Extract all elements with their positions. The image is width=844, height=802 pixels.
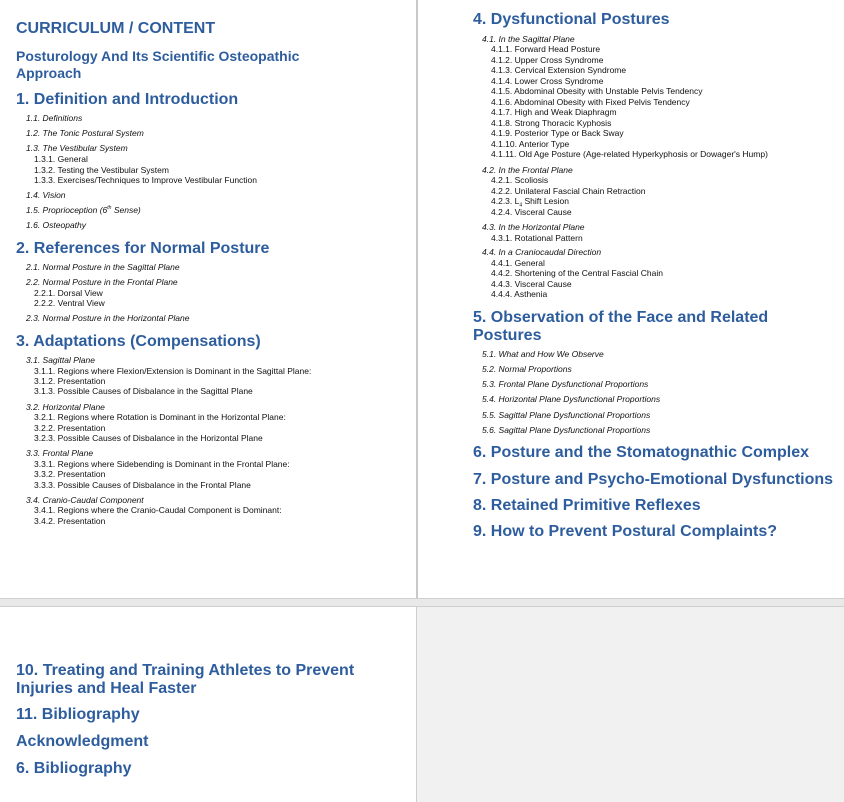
toc-entry-4-1-11[interactable]: 4.1.11. Old Age Posture (Age-related Hyperkyphosis or Dowager's Hump) (491, 149, 768, 159)
toc-entry-3-3-1[interactable]: 3.3.1. Regions where Sidebending is Dominant in the Frontal Plane: (34, 459, 290, 469)
toc-entry-4-2-3-subscript: 4 (519, 202, 523, 209)
toc-entry-4-4-1[interactable]: 4.4.1. General (491, 258, 545, 268)
toc-entry-1-3[interactable]: 1.3. The Vestibular System (26, 143, 128, 153)
toc-entry-3-4-1[interactable]: 3.4.1. Regions where the Cranio-Caudal Component is Dominant: (34, 505, 282, 515)
toc-entry-4-2[interactable]: 4.2. In the Frontal Plane (482, 165, 573, 175)
toc-entry-4-1-8[interactable]: 4.1.8. Strong Thoracic Kyphosis (491, 118, 612, 128)
toc-entry-1-5[interactable] (26, 205, 141, 215)
toc-section-2[interactable]: 2. References for Normal Posture (16, 240, 270, 257)
toc-section-6[interactable]: 6. Posture and the Stomatognathic Complex (473, 444, 810, 461)
toc-entry-3-3-2[interactable]: 3.3.2. Presentation (34, 469, 106, 479)
toc-entry-4-2-3-text: 4.2.3. L (491, 196, 520, 206)
toc-entry-4-1-6[interactable]: 4.1.6. Abdominal Obesity with Fixed Pelvis Tendency (491, 97, 690, 107)
toc-entry-2-2-2[interactable]: 2.2.2. Ventral View (34, 298, 105, 308)
curriculum-title: CURRICULUM / CONTENT (16, 20, 216, 37)
toc-entry-1-5-suffix: Sense) (111, 205, 141, 215)
toc-entry-4-3[interactable]: 4.3. In the Horizontal Plane (482, 222, 585, 232)
toc-entry-4-2-1[interactable]: 4.2.1. Scoliosis (491, 175, 549, 185)
toc-section-8[interactable]: 8. Retained Primitive Reflexes (473, 497, 701, 514)
toc-entry-1-3-2[interactable]: 1.3.2. Testing the Vestibular System (34, 165, 169, 175)
toc-entry-3-4-2[interactable]: 3.4.2. Presentation (34, 516, 106, 526)
toc-entry-4-4[interactable]: 4.4. In a Craniocaudal Direction (482, 247, 602, 257)
toc-entry-1-1[interactable]: 1.1. Definitions (26, 113, 83, 123)
toc-entry-3-1-2[interactable]: 3.1.2. Presentation (34, 376, 106, 386)
toc-entry-5-1[interactable]: 5.1. What and How We Observe (482, 349, 604, 359)
toc-entry-3-3-3[interactable]: 3.3.3. Possible Causes of Disbalance in the Frontal Plane (34, 480, 251, 490)
toc-section-10-line-1[interactable]: 10. Treating and Training Athletes to Prevent (16, 662, 355, 679)
toc-section-9[interactable]: 9. How to Prevent Postural Complaints? (473, 523, 778, 540)
toc-section-11[interactable]: 11. Bibliography (16, 706, 140, 723)
book-title-line-2: Approach (16, 65, 82, 81)
toc-bibliography[interactable]: 6. Bibliography (16, 760, 132, 777)
toc-entry-1-5-superscript: th (107, 205, 112, 212)
toc-entry-4-1[interactable]: 4.1. In the Sagittal Plane (482, 34, 575, 44)
toc-entry-5-3[interactable]: 5.3. Frontal Plane Dysfunctional Proportions (482, 379, 649, 389)
toc-entry-3-3[interactable]: 3.3. Frontal Plane (26, 448, 94, 458)
toc-entry-3-2-3[interactable]: 3.2.3. Possible Causes of Disbalance in the Horizontal Plane (34, 433, 263, 443)
toc-entry-3-1-3[interactable]: 3.1.3. Possible Causes of Disbalance in the Sagittal Plane (34, 386, 253, 396)
toc-entry-1-6[interactable]: 1.6. Osteopathy (26, 220, 87, 230)
toc-section-5-line-2[interactable]: Postures (473, 327, 542, 344)
toc-entry-4-2-2[interactable]: 4.2.2. Unilateral Fascial Chain Retraction (491, 186, 646, 196)
toc-entry-2-3[interactable]: 2.3. Normal Posture in the Horizontal Plane (26, 313, 190, 323)
toc-section-1[interactable]: 1. Definition and Introduction (16, 91, 239, 108)
toc-entry-4-2-4[interactable]: 4.2.4. Visceral Cause (491, 207, 572, 217)
toc-section-10-line-2[interactable]: Injuries and Heal Faster (16, 680, 197, 697)
toc-entry-1-4[interactable]: 1.4. Vision (26, 190, 66, 200)
toc-entry-4-1-7[interactable]: 4.1.7. High and Weak Diaphragm (491, 107, 617, 117)
toc-entry-4-1-5[interactable]: 4.1.5. Abdominal Obesity with Unstable Pelvis Tendency (491, 86, 703, 96)
toc-entry-4-4-3[interactable]: 4.4.3. Visceral Cause (491, 279, 572, 289)
toc-entry-3-2-2[interactable]: 3.2.2. Presentation (34, 423, 106, 433)
toc-entry-3-2-1[interactable]: 3.2.1. Regions where Rotation is Dominant in the Horizontal Plane: (34, 412, 286, 422)
toc-entry-4-1-3[interactable]: 4.1.3. Cervical Extension Syndrome (491, 65, 627, 75)
toc-entry-1-2[interactable]: 1.2. The Tonic Postural System (26, 128, 144, 138)
toc-section-7[interactable]: 7. Posture and Psycho-Emotional Dysfunctions (473, 471, 834, 488)
toc-entry-4-1-4[interactable]: 4.1.4. Lower Cross Syndrome (491, 76, 604, 86)
toc-entry-5-6[interactable]: 5.6. Sagittal Plane Dysfunctional Proportions (482, 425, 651, 435)
toc-entry-4-1-9[interactable]: 4.1.9. Posterior Type or Back Sway (491, 128, 624, 138)
toc-acknowledgment[interactable]: Acknowledgment (16, 733, 149, 750)
toc-entry-2-2-1[interactable]: 2.2.1. Dorsal View (34, 288, 103, 298)
page-divider-horizontal (0, 598, 844, 607)
toc-entry-5-2[interactable]: 5.2. Normal Proportions (482, 364, 572, 374)
toc-entry-4-4-2[interactable]: 4.4.2. Shortening of the Central Fascial Chain (491, 268, 663, 278)
toc-entry-3-1[interactable]: 3.1. Sagittal Plane (26, 355, 95, 365)
toc-section-3[interactable]: 3. Adaptations (Compensations) (16, 333, 261, 350)
page-divider-vertical-lower (416, 607, 417, 802)
toc-entry-5-4[interactable]: 5.4. Horizontal Plane Dysfunctional Proportions (482, 394, 661, 404)
toc-entry-5-5[interactable]: 5.5. Sagittal Plane Dysfunctional Proportions (482, 410, 651, 420)
document-page-1 (0, 0, 416, 598)
book-title-line-1: Posturology And Its Scientific Osteopathic (16, 48, 300, 64)
document-page-3 (0, 607, 416, 802)
document-page-2 (418, 0, 844, 598)
toc-entry-3-4[interactable]: 3.4. Cranio-Caudal Component (26, 495, 144, 505)
toc-entry-3-2[interactable]: 3.2. Horizontal Plane (26, 402, 105, 412)
toc-entry-4-1-10[interactable]: 4.1.10. Anterior Type (491, 139, 570, 149)
toc-entry-1-3-1[interactable]: 1.3.1. General (34, 154, 88, 164)
toc-entry-4-3-1[interactable]: 4.3.1. Rotational Pattern (491, 233, 583, 243)
toc-entry-4-2-3-suffix: Shift Lesion (522, 196, 569, 206)
toc-section-5-line-1[interactable]: 5. Observation of the Face and Related (473, 309, 769, 326)
toc-entry-2-2[interactable]: 2.2. Normal Posture in the Frontal Plane (26, 277, 178, 287)
toc-entry-4-4-4[interactable]: 4.4.4. Asthenia (491, 289, 548, 299)
toc-section-4[interactable]: 4. Dysfunctional Postures (473, 11, 670, 28)
toc-entry-2-1[interactable]: 2.1. Normal Posture in the Sagittal Plane (26, 262, 180, 272)
toc-entry-4-1-2[interactable]: 4.1.2. Upper Cross Syndrome (491, 55, 604, 65)
toc-entry-1-5-text: 1.5. Proprioception (6 (26, 205, 108, 215)
toc-entry-3-1-1[interactable]: 3.1.1. Regions where Flexion/Extension is Dominant in the Sagittal Plane: (34, 366, 312, 376)
toc-entry-4-1-1[interactable]: 4.1.1. Forward Head Posture (491, 44, 601, 54)
toc-entry-1-3-3[interactable]: 1.3.3. Exercises/Techniques to Improve Vestibular Function (34, 175, 258, 185)
